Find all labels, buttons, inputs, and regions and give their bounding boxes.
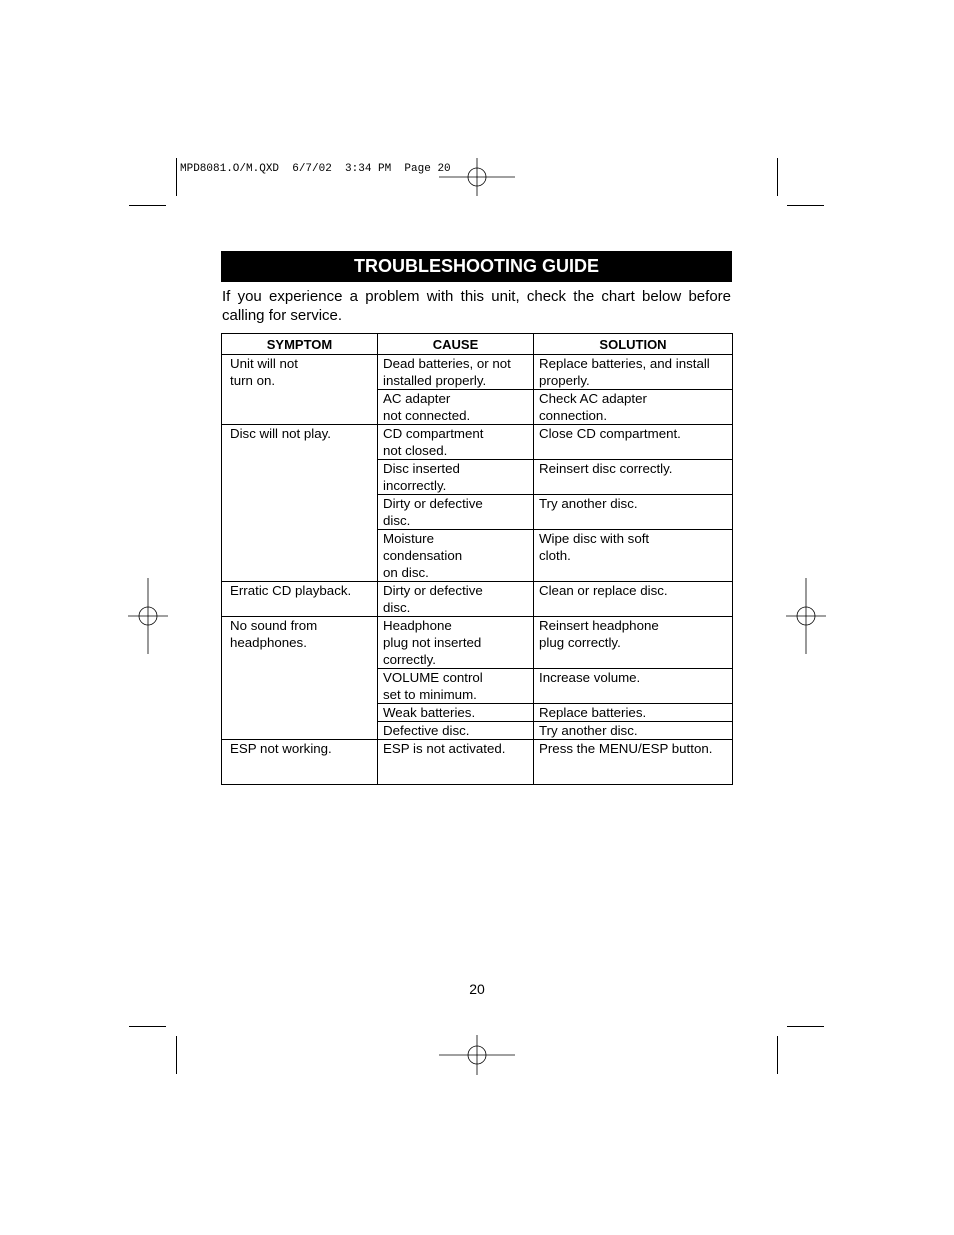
crop-mark-bottom-left-v (176, 1036, 177, 1074)
symptom-cell: Unit will not turn on. (222, 355, 378, 425)
solution-cell: Replace batteries, and install properly. (534, 355, 733, 390)
cause-cell: Weak batteries. (378, 704, 534, 722)
cause-cell: VOLUME control set to minimum. (378, 669, 534, 704)
column-header-cause: CAUSE (378, 334, 534, 355)
cause-cell: Defective disc. (378, 722, 534, 740)
table-body (222, 355, 733, 785)
solution-cell: Try another disc. (534, 495, 733, 530)
crop-mark-top-left-v (176, 158, 177, 196)
troubleshooting-table (221, 333, 733, 785)
registration-mark-right-icon (786, 578, 826, 654)
cause-cell: Dirty or defective disc. (378, 495, 534, 530)
solution-cell: Reinsert disc correctly. (534, 460, 733, 495)
solution-cell: Close CD compartment. (534, 425, 733, 460)
page-title: TROUBLESHOOTING GUIDE (221, 251, 732, 282)
symptom-cell: Erratic CD playback. (222, 582, 378, 617)
cause-cell: Disc inserted incorrectly. (378, 460, 534, 495)
crop-mark-top-right-v (777, 158, 778, 196)
solution-cell: Clean or replace disc. (534, 582, 733, 617)
solution-cell: Wipe disc with soft cloth. (534, 530, 733, 582)
solution-cell: Press the MENU/ESP button. (534, 740, 733, 785)
table-row (222, 355, 733, 390)
cause-cell: Dead batteries, or not installed properly. (378, 355, 534, 390)
symptom-cell: ESP not working. (222, 740, 378, 785)
table-row (222, 425, 733, 460)
cause-cell: ESP is not activated. (378, 740, 534, 785)
crop-mark-bottom-left-h (129, 1026, 166, 1027)
crop-mark-bottom-right-v (777, 1036, 778, 1074)
table-row (222, 740, 733, 785)
registration-mark-left-icon (128, 578, 168, 654)
symptom-cell: Disc will not play. (222, 425, 378, 582)
page-number: 20 (469, 981, 485, 997)
cause-cell: Headphone plug not inserted correctly. (378, 617, 534, 669)
cause-cell: Moisture condensation on disc. (378, 530, 534, 582)
table-row (222, 617, 733, 669)
registration-mark-bottom-icon (439, 1035, 515, 1075)
table-row (222, 582, 733, 617)
symptom-cell: No sound from headphones. (222, 617, 378, 740)
solution-cell: Reinsert headphone plug correctly. (534, 617, 733, 669)
solution-cell: Try another disc. (534, 722, 733, 740)
crop-mark-top-right-h (787, 205, 824, 206)
intro-paragraph: If you experience a problem with this unit, check the chart below before calling for service. (222, 288, 731, 324)
solution-cell: Increase volume. (534, 669, 733, 704)
column-header-solution: SOLUTION (534, 334, 733, 355)
crop-mark-bottom-right-h (787, 1026, 824, 1027)
solution-cell: Replace batteries. (534, 704, 733, 722)
cause-cell: Dirty or defective disc. (378, 582, 534, 617)
crop-mark-top-left-h (129, 205, 166, 206)
table-header-row (222, 334, 733, 355)
cause-cell: CD compartment not closed. (378, 425, 534, 460)
print-slug: MPD8081.O/M.QXD 6/7/02 3:34 PM Page 20 (180, 163, 451, 175)
solution-cell: Check AC adapter connection. (534, 390, 733, 425)
registration-mark-top-icon (439, 150, 515, 196)
cause-cell: AC adapter not connected. (378, 390, 534, 425)
column-header-symptom: SYMPTOM (222, 334, 378, 355)
